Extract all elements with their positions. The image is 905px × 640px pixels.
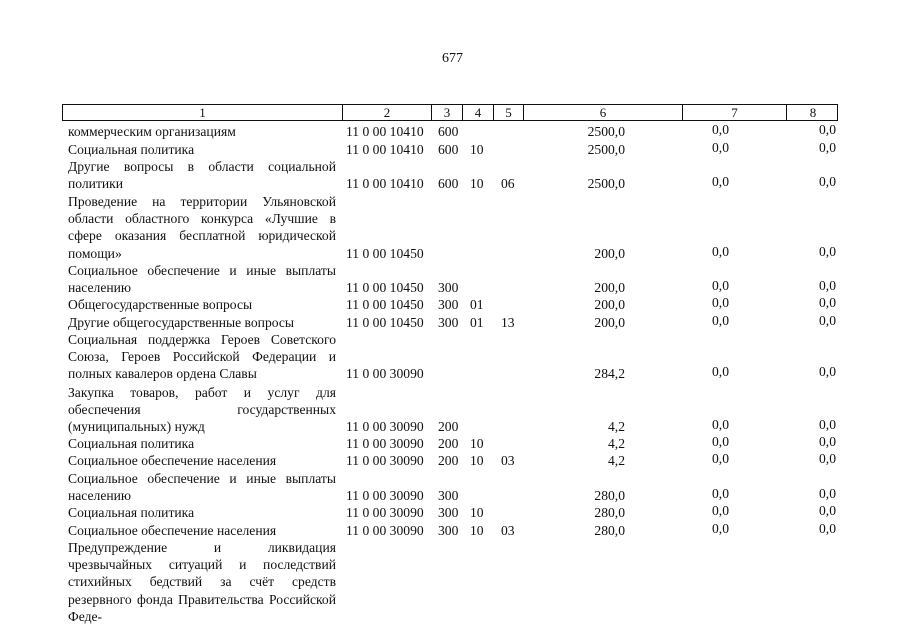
table-row	[0, 262, 905, 296]
row-name: Социальное обеспечение и иные выплаты населению	[68, 263, 336, 296]
row-col-6: 280,0	[594, 522, 625, 538]
row-code: 11 0 00 30090	[346, 504, 424, 520]
row-code: 11 0 00 30090	[346, 435, 424, 451]
row-col-6: 280,0	[594, 504, 625, 520]
row-col-7: 0,0	[712, 486, 729, 502]
row-code: 11 0 00 10450	[346, 280, 424, 296]
row-code: 11 0 00 10450	[346, 245, 424, 261]
row-col-7: 0,0	[712, 520, 729, 536]
row-rz: 10	[470, 176, 484, 192]
row-col-8: 0,0	[819, 433, 836, 449]
row-col-8: 0,0	[819, 417, 836, 433]
table-row	[0, 141, 905, 158]
row-name: коммерческим организациям	[68, 124, 236, 139]
row-col-6: 284,2	[594, 366, 625, 382]
row-col-8: 0,0	[819, 312, 836, 328]
row-vr: 300	[438, 522, 459, 538]
row-code: 11 0 00 30090	[346, 366, 424, 382]
row-name: Проведение на территории Ульяновской области областного конкурса «Лучшие в сфере оказания бесплатной юридической помощи»	[68, 194, 336, 261]
row-rz: 10	[470, 452, 484, 468]
header-col-3: 3	[432, 105, 463, 120]
row-pr: 06	[501, 176, 515, 192]
row-pr: 03	[501, 522, 515, 538]
row-col-8: 0,0	[819, 294, 836, 310]
table-row	[0, 331, 905, 383]
row-code: 11 0 00 10410	[346, 123, 424, 139]
table-row	[0, 158, 905, 192]
row-col-8: 0,0	[819, 278, 836, 294]
row-col-8: 0,0	[819, 121, 836, 137]
row-col-6: 2500,0	[587, 123, 625, 139]
row-name: Социальная политика	[68, 505, 195, 520]
row-col-7: 0,0	[712, 121, 729, 137]
row-col-6: 2500,0	[587, 176, 625, 192]
row-col-8: 0,0	[819, 243, 836, 259]
table-row	[0, 435, 905, 452]
row-name: Другие вопросы в области социальной политики	[68, 159, 336, 192]
row-col-7: 0,0	[712, 278, 729, 294]
row-name: Другие общегосударственные вопросы	[68, 315, 295, 330]
row-code: 11 0 00 10410	[346, 176, 424, 192]
row-vr: 300	[438, 504, 459, 520]
row-col-6: 4,2	[608, 419, 625, 435]
table-row	[0, 522, 905, 539]
row-col-7: 0,0	[712, 139, 729, 155]
row-col-7: 0,0	[712, 243, 729, 259]
row-vr: 600	[438, 123, 459, 139]
row-col-7: 0,0	[712, 312, 729, 328]
row-col-6: 200,0	[594, 245, 625, 261]
row-col-7: 0,0	[712, 364, 729, 380]
row-col-7: 0,0	[712, 433, 729, 449]
row-name: Социальная поддержка Героев Советского Союза, Героев Российской Федерации и полных кавалеров ордена Славы	[68, 332, 336, 382]
row-vr: 300	[438, 488, 459, 504]
row-pr: 03	[501, 452, 515, 468]
table-row	[0, 384, 905, 436]
row-code: 11 0 00 30090	[346, 488, 424, 504]
row-name: Общегосударственные вопросы	[68, 297, 253, 312]
row-col-6: 280,0	[594, 488, 625, 504]
row-rz: 10	[470, 141, 484, 157]
header-col-1: 1	[63, 105, 343, 120]
row-col-6: 200,0	[594, 280, 625, 296]
row-vr: 300	[438, 314, 459, 330]
table-row	[0, 452, 905, 469]
row-code: 11 0 00 10410	[346, 141, 424, 157]
row-rz: 01	[470, 314, 484, 330]
row-col-8: 0,0	[819, 520, 836, 536]
row-code: 11 0 00 10450	[346, 296, 424, 312]
row-vr: 200	[438, 452, 459, 468]
row-code: 11 0 00 10450	[346, 314, 424, 330]
row-name: Закупка товаров, работ и услуг для обеспечения государственных (муниципальных) нужд	[68, 385, 336, 435]
row-vr: 600	[438, 141, 459, 157]
row-pr: 13	[501, 314, 515, 330]
page-number: 677	[442, 51, 463, 66]
table-row	[0, 193, 905, 262]
row-code: 11 0 00 30090	[346, 419, 424, 435]
row-col-8: 0,0	[819, 486, 836, 502]
row-col-6: 200,0	[594, 296, 625, 312]
row-name: Предупреждение и ликвидация чрезвычайных ситуаций и последствий стихийных бедствий за счёт средств резервного фонда Правительства Российской Феде-	[68, 540, 336, 624]
row-rz: 01	[470, 296, 484, 312]
row-col-7: 0,0	[712, 450, 729, 466]
row-col-8: 0,0	[819, 364, 836, 380]
header-col-6: 6	[524, 105, 683, 120]
row-col-6: 4,2	[608, 452, 625, 468]
header-col-7: 7	[683, 105, 787, 120]
table-row	[0, 296, 905, 313]
row-vr: 300	[438, 296, 459, 312]
header-col-8: 8	[809, 105, 817, 120]
table-row	[0, 123, 905, 140]
header-col-4: 4	[463, 105, 494, 120]
row-name: Социальное обеспечение и иные выплаты населению	[68, 471, 336, 504]
table-row	[0, 504, 905, 521]
row-col-8: 0,0	[819, 139, 836, 155]
header-col-2: 2	[343, 105, 432, 120]
table-header	[62, 104, 838, 121]
row-vr: 200	[438, 435, 459, 451]
row-col-8: 0,0	[819, 450, 836, 466]
row-vr: 300	[438, 280, 459, 296]
row-name: Социальная политика	[68, 436, 195, 451]
table-row	[0, 470, 905, 504]
row-col-8: 0,0	[819, 502, 836, 518]
row-name: Социальное обеспечение населения	[68, 523, 277, 538]
row-col-6: 200,0	[594, 314, 625, 330]
row-col-7: 0,0	[712, 294, 729, 310]
table-row	[0, 539, 905, 624]
row-col-7: 0,0	[712, 417, 729, 433]
row-col-8: 0,0	[819, 174, 836, 190]
header-col-5: 5	[494, 105, 524, 120]
row-name: Социальное обеспечение населения	[68, 453, 277, 468]
row-rz: 10	[470, 435, 484, 451]
row-col-6: 4,2	[608, 435, 625, 451]
row-col-7: 0,0	[712, 502, 729, 518]
row-rz: 10	[470, 522, 484, 538]
row-vr: 600	[438, 176, 459, 192]
row-vr: 200	[438, 419, 459, 435]
table-row	[0, 314, 905, 331]
row-col-7: 0,0	[712, 174, 729, 190]
row-rz: 10	[470, 504, 484, 520]
row-code: 11 0 00 30090	[346, 452, 424, 468]
row-col-6: 2500,0	[587, 141, 625, 157]
row-code: 11 0 00 30090	[346, 522, 424, 538]
row-name: Социальная политика	[68, 142, 195, 157]
